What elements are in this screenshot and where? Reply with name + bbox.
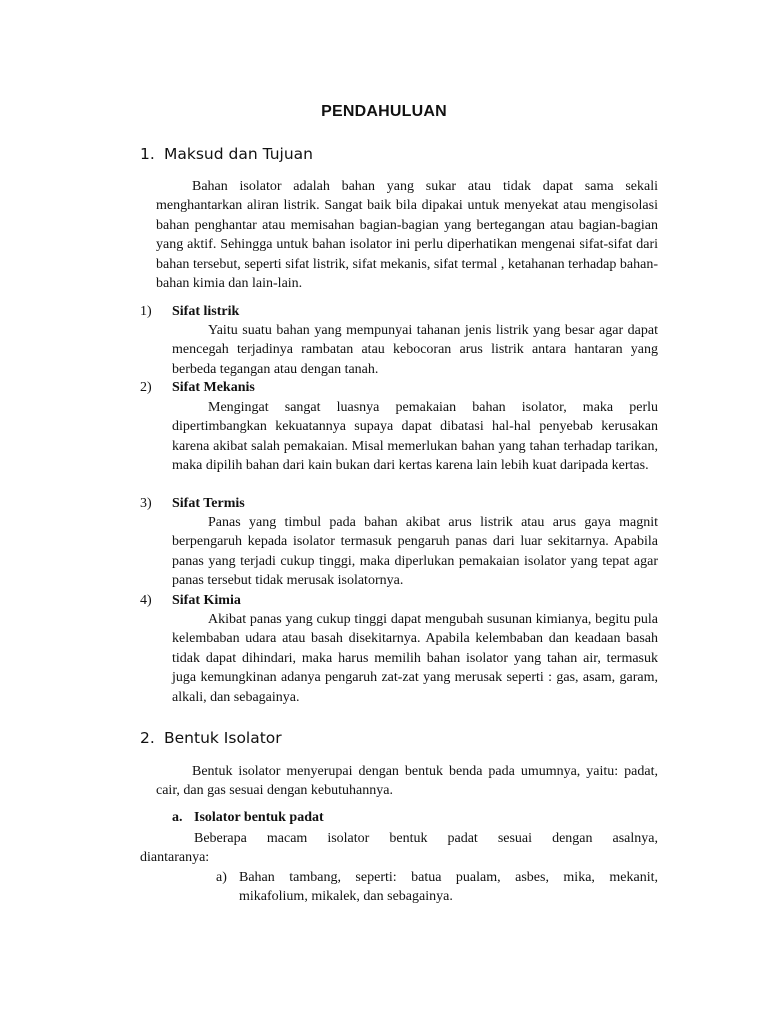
item-3-number: 3) xyxy=(140,496,152,511)
subsection-a-title: Isolator bentuk padat xyxy=(194,810,324,825)
item-2-text: Mengingat sangat luasnya pemakaian bahan isolator, maka perlu dipertimbangkan kekuatannya supaya dapat dibatasi hal-hal penyebab kerusakan karena akibat salah pemakaian. Misal memerlukan bahan yang tahan terhadap tarikan, maka dipilih bahan dari kain bukan dari kertas karena lain lebih kuat daripada kertas. xyxy=(172,400,658,474)
item-1-title: Sifat listrik xyxy=(172,304,240,319)
subsection-a-number: a. xyxy=(172,810,183,825)
item-1-number: 1) xyxy=(140,304,152,319)
list-item-a-line-1: Bahan tambang, seperti: batua pualam, asbes, mika, mekanit, xyxy=(239,870,658,885)
page-title: PENDAHULUAN xyxy=(321,103,447,120)
section-2-heading xyxy=(140,729,282,747)
section-1-title: Maksud dan Tujuan xyxy=(164,145,313,163)
item-4-title: Sifat Kimia xyxy=(172,593,241,608)
section-1-heading xyxy=(140,145,313,163)
subsection-a-line-1: Beberapa macam isolator bentuk padat sesuai dengan asalnya, xyxy=(194,831,658,846)
list-item-a-number: a) xyxy=(216,870,227,885)
subsection-a-heading xyxy=(172,810,324,826)
section-1-intro: Bahan isolator adalah bahan yang sukar atau tidak dapat sama sekali menghantarkan aliran listrik. Sangat baik bila dipakai untuk menyekat atau mengisolasi bahan penghantar atau memisahan bagian-bagian yang bertegangan atau bagian-bagian yang aktif. Sehingga untuk bahan isolator ini perlu diperhatikan mengenai sifat-sifat dari bahan tersebut, seperti sifat listrik, sifat mekanis, sifat termal , ketahanan terhadap bahan-bahan kimia dan lain-lain. xyxy=(156,179,658,292)
item-2-label xyxy=(140,378,255,397)
item-3-title: Sifat Termis xyxy=(172,496,245,511)
item-4-number: 4) xyxy=(140,593,152,608)
item-1-label xyxy=(140,302,239,321)
item-2-number: 2) xyxy=(140,380,152,395)
item-3-text: Panas yang timbul pada bahan akibat arus listrik atau arus gaya magnit berpengaruh kepada isolator termasuk pengaruh panas dari luar sekitarnya. Apabila panas yang terjadi cukup tinggi, maka diperlukan pemakaian isolator yang tepat agar panas tersebut tidak merusak isolatornya. xyxy=(172,515,658,589)
item-3-label xyxy=(140,494,245,513)
subsection-a-line-2: diantaranya: xyxy=(140,850,210,865)
section-2-title: Bentuk Isolator xyxy=(164,729,282,747)
item-4-text: Akibat panas yang cukup tinggi dapat mengubah susunan kimianya, begitu pula kelembaban udara atau basah disekitarnya. Apabila kelembaban dan keadaan basah tidak dapat dihindari, maka harus memilih bahan isolator yang tahan air, termasuk juga kemungkinan adanya pengaruh zat-zat yang merusak seperti : gas, asam, garam, alkali, dan sebagainya. xyxy=(172,612,658,705)
item-2-title: Sifat Mekanis xyxy=(172,380,255,395)
item-1-text: Yaitu suatu bahan yang mempunyai tahanan jenis listrik yang besar agar dapat mencegah terjadinya rambatan atau kebocoran arus listrik antara hantaran yang berbeda tegangan atau dengan tanah. xyxy=(172,323,658,377)
item-4-label xyxy=(140,591,241,610)
section-2-number: 2. xyxy=(140,729,155,747)
section-1-number: 1. xyxy=(140,145,155,163)
section-2-intro: Bentuk isolator menyerupai dengan bentuk benda pada umumnya, yaitu: padat, cair, dan gas sesuai dengan kebutuhannya. xyxy=(156,764,658,799)
list-item-a-line-2: mikafolium, mikalek, dan sebagainya. xyxy=(239,889,453,904)
